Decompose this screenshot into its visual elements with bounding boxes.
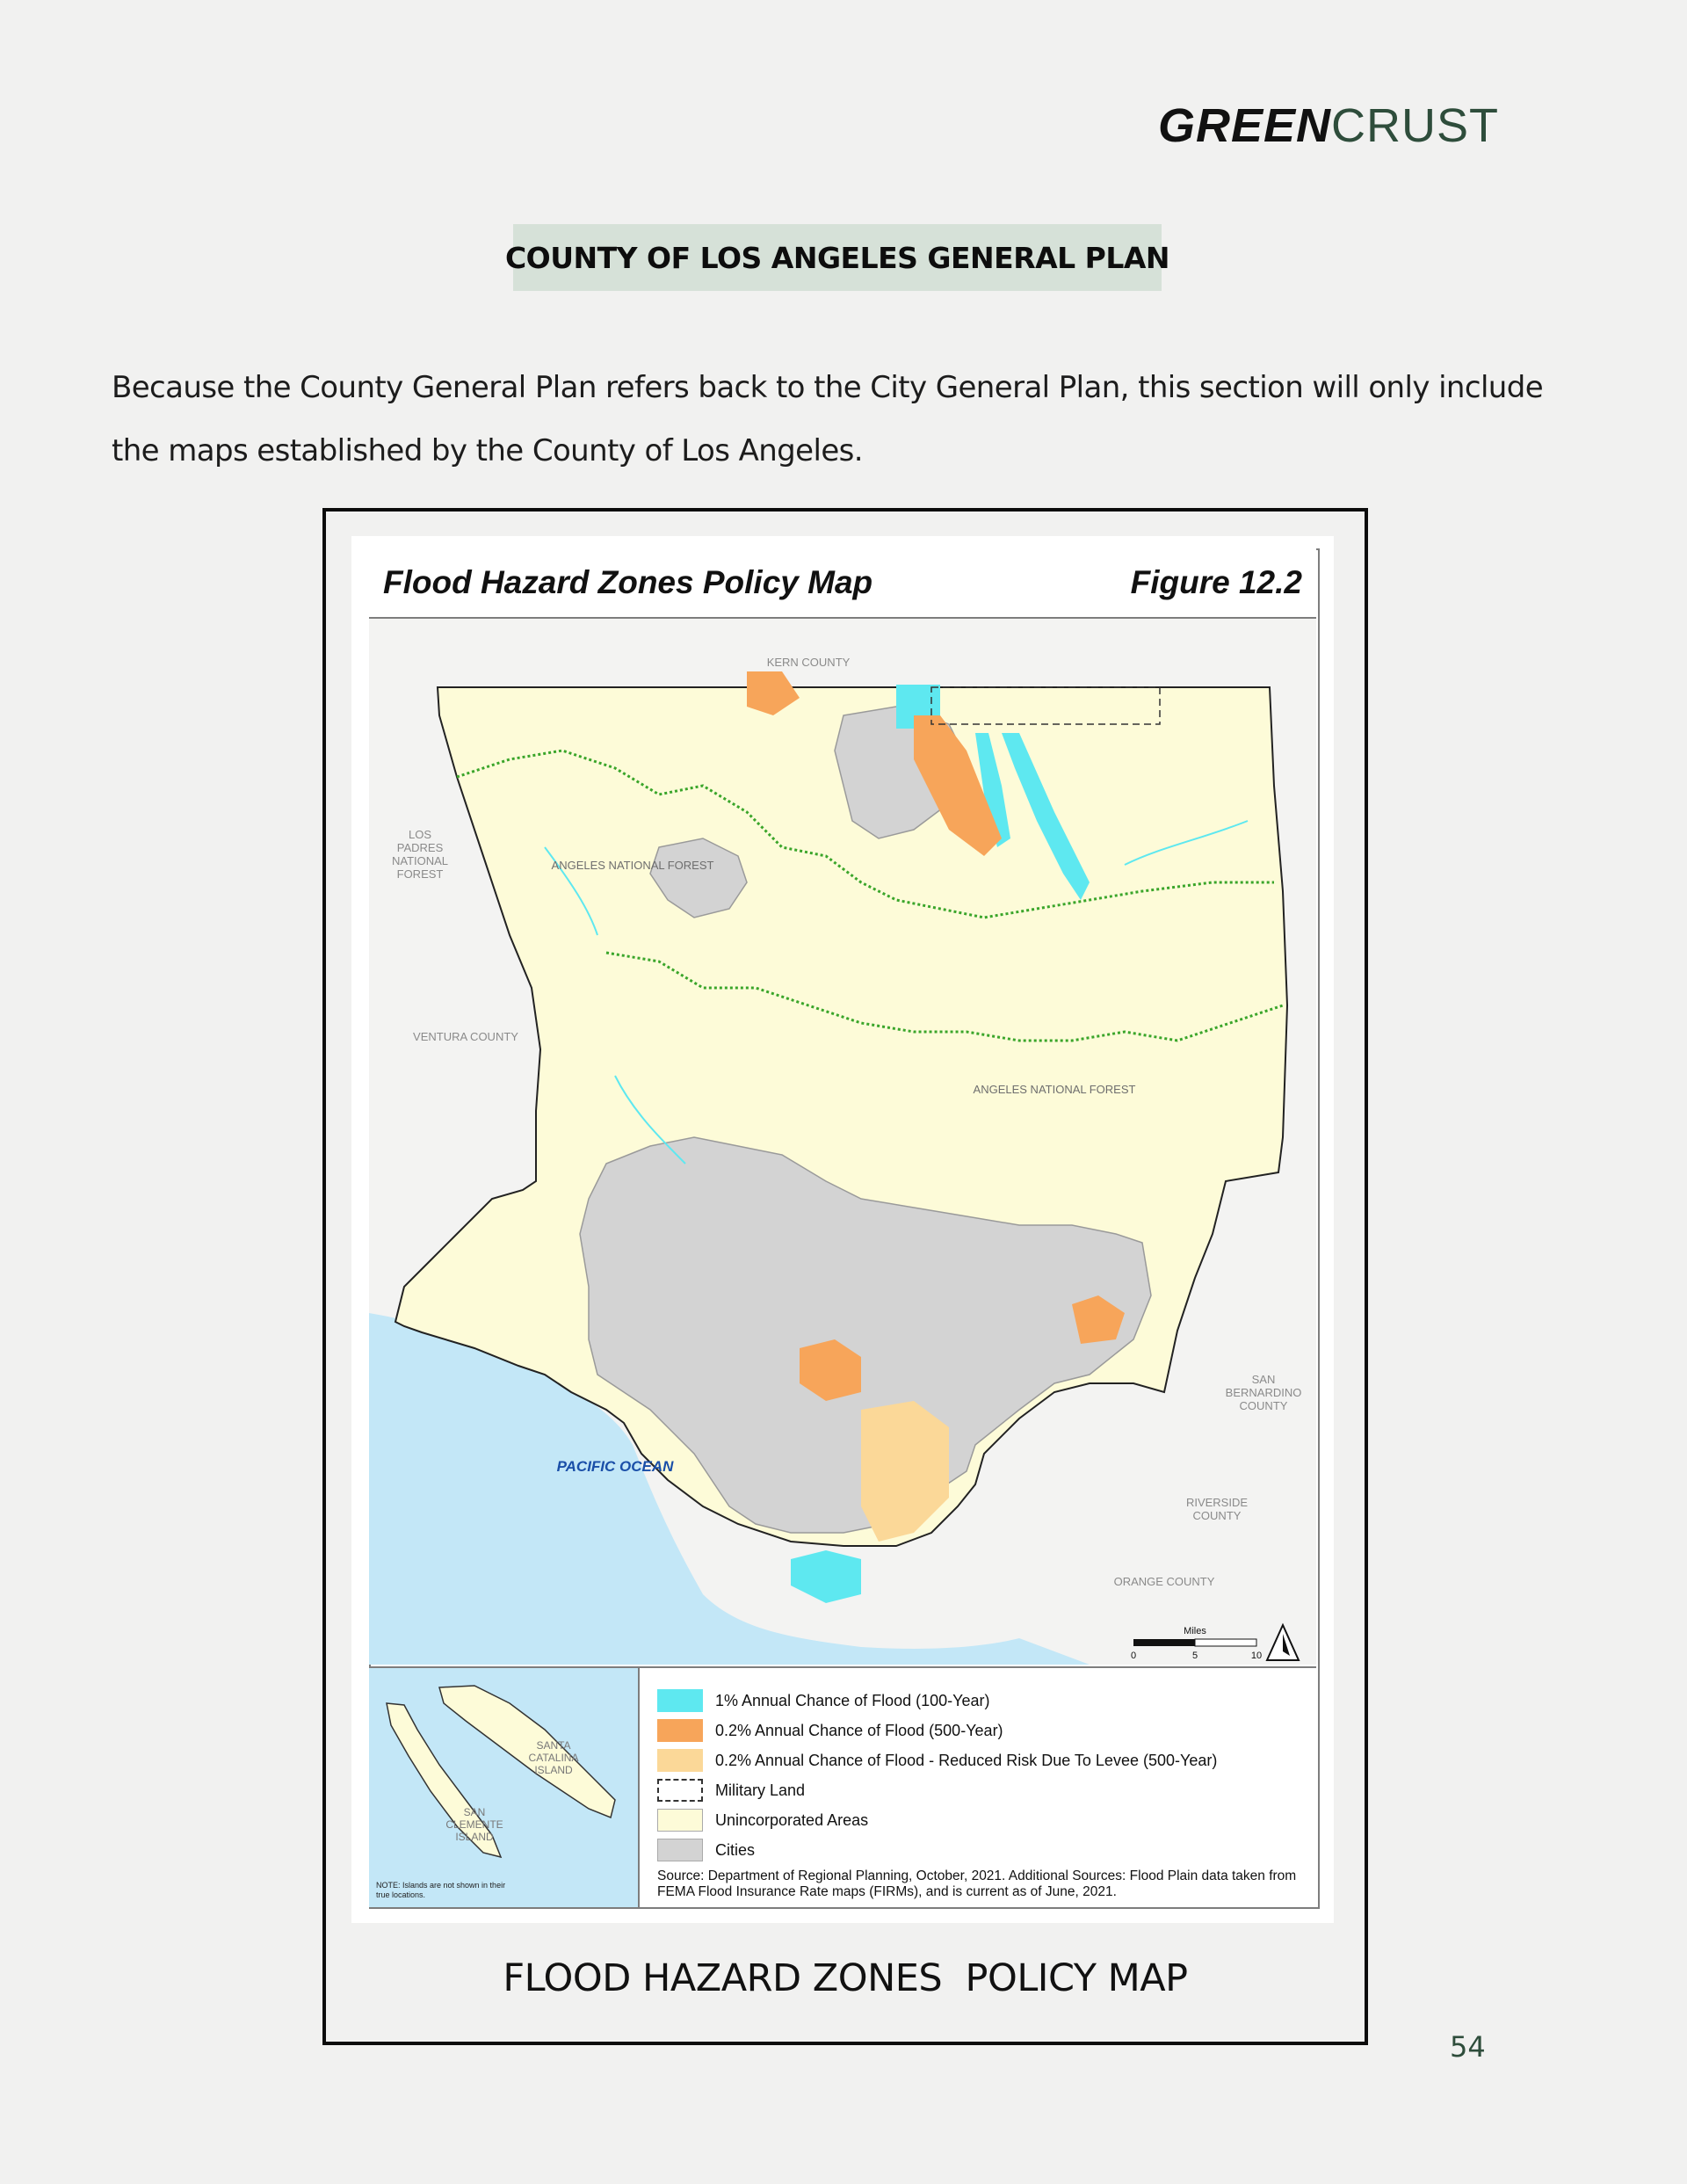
figure-number: Figure 12.2 [1130,564,1302,600]
legend-swatch [657,1809,703,1832]
inset-santa-catalina-2: CATALINA [528,1752,579,1764]
legend-swatch [657,1719,703,1742]
inset-san-clemente-1: SAN [463,1806,486,1818]
legend-item [657,1686,1217,1716]
scale-10: 10 [1250,1651,1263,1661]
legend-list [657,1686,1217,1865]
label-angeles-nf-south: ANGELES NATIONAL FOREST [973,1083,1136,1096]
legend-label: 0.2% Annual Chance of Flood (500-Year) [715,1721,1003,1739]
label-riverside-1: RIVERSIDE [1185,1496,1249,1509]
inset-san-clemente-2: CLEMENTE [445,1818,503,1831]
label-san-bernardino-1: SAN [1251,1373,1276,1386]
page-number: 54 [1450,2030,1486,2064]
islands-inset-map [369,1668,638,1907]
legend-swatch [657,1689,703,1712]
legend-swatch [657,1749,703,1772]
label-los-padres-3: NATIONAL [391,854,449,867]
legend-item [657,1775,1217,1805]
legend-label: 1% Annual Chance of Flood (100-Year) [715,1691,990,1709]
logo-light-text: CRUST [1331,99,1500,152]
label-los-padres-4: FOREST [396,867,444,881]
label-los-padres-1: LOS [408,828,432,841]
legend-label: Military Land [715,1781,806,1799]
logo-strong-text: GREEN [1158,99,1332,152]
figure-caption: FLOOD HAZARD ZONES POLICY MAP [503,1956,1188,2000]
legend-swatch [657,1839,703,1861]
label-kern: KERN COUNTY [766,656,851,669]
label-pacific-ocean: PACIFIC OCEAN [556,1458,674,1475]
legend-item [657,1745,1217,1775]
inset-san-clemente-3: ISLAND [455,1831,494,1843]
inset-santa-catalina-1: SANTA [536,1739,571,1752]
inset-note: NOTE: Islands are not shown in their true locations. [376,1881,506,1899]
intro-paragraph: Because the County General Plan refers back to the City General Plan, this section will only include the maps established by the County of Los Angeles. [112,370,1544,468]
map-title: Flood Hazard Zones Policy Map [383,564,873,600]
label-riverside-2: COUNTY [1192,1509,1242,1522]
scale-0: 0 [1130,1651,1137,1661]
label-angeles-nf-north: ANGELES NATIONAL FOREST [551,859,714,872]
legend-label: Cities [715,1840,756,1859]
santa-catalina-island [439,1686,615,1818]
scale-miles-label: Miles [1184,1626,1206,1636]
scale-5: 5 [1191,1651,1198,1661]
legend-label: 0.2% Annual Chance of Flood - Reduced Risk Due To Levee (500-Year) [715,1751,1218,1769]
label-san-bernardino-3: COUNTY [1239,1399,1288,1412]
label-orange: ORANGE COUNTY [1113,1575,1215,1588]
label-ventura: VENTURA COUNTY [413,1030,518,1043]
legend-item [657,1835,1217,1865]
greencrust-logo [1158,98,1499,153]
inset-santa-catalina-3: ISLAND [534,1764,573,1776]
flood-hazard-map [369,619,1316,1665]
label-los-padres-2: PADRES [396,841,444,854]
legend-swatch [657,1779,703,1802]
map-source: Source: Department of Regional Planning, October, 2021. Additional Sources: Flood Plain data taken from FEMA Flood Insurance Rate maps (FIRMs), and is current as of June, 2021. [657,1868,1297,1899]
map-header [369,548,1316,619]
legend-item [657,1716,1217,1745]
legend-label: Unincorporated Areas [715,1810,869,1829]
section-title: COUNTY OF LOS ANGELES GENERAL PLAN [513,224,1162,291]
map-legend-area [369,1666,1316,1907]
islands-inset [369,1668,640,1907]
label-san-bernardino-2: BERNARDINO [1225,1386,1302,1399]
legend-item [657,1805,1217,1835]
